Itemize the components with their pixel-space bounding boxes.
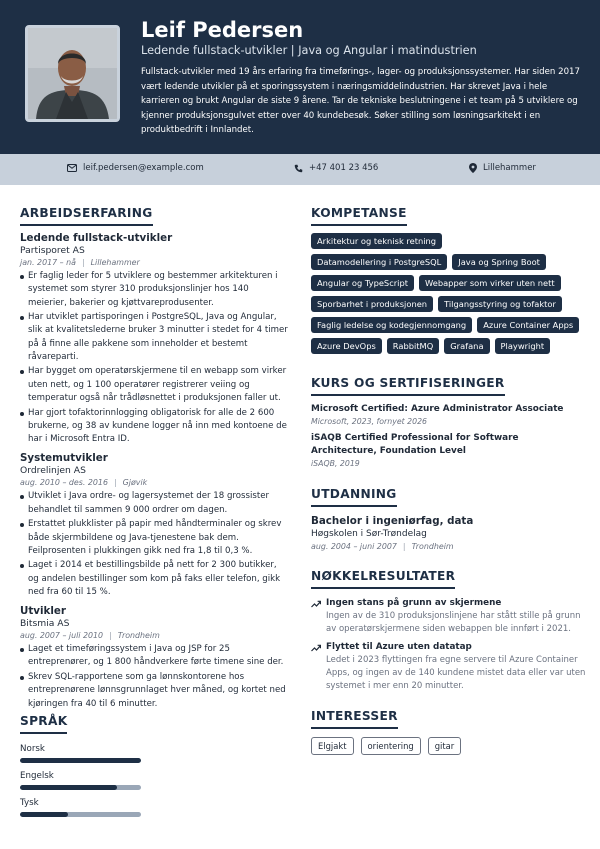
school-name: Høgskolen i Sør-Trøndelag <box>311 529 427 539</box>
phone-icon <box>294 164 303 173</box>
email-text: leif.pedersen@example.com <box>83 163 204 173</box>
education-item <box>311 514 586 554</box>
map-pin-icon <box>469 163 477 173</box>
skill-chip: Java og Spring Boot <box>452 254 546 270</box>
job-entry <box>20 452 288 599</box>
achievement-item <box>311 597 586 636</box>
cert-item <box>311 403 586 427</box>
achievement-item <box>311 641 586 694</box>
language-level-bar <box>20 758 141 763</box>
skill-chip: Arkitektur og teknisk retning <box>311 233 442 249</box>
skill-chip: Sporbarhet i produksjonen <box>311 296 433 312</box>
trending-up-icon <box>311 600 321 608</box>
skills-heading: KOMPETANSE <box>311 206 407 220</box>
skill-chip: Azure DevOps <box>311 338 382 354</box>
skill-chip: Faglig ledelse og kodegjennomgang <box>311 317 472 333</box>
job-entry <box>20 232 288 446</box>
job-bullets <box>20 490 288 599</box>
job-location: Gjøvik <box>122 478 148 488</box>
job-bullet: Har utviklet partisporingen i PostgreSQL, Java og Angular, slik at kvalitetslederne bruker 3 minutter i stedet for 4 timer på å finne alle pakkene som inneholder et bestemt råvareparti. <box>20 311 288 364</box>
job-dates: jan. 2017 – nå <box>20 258 76 267</box>
job-location: Trondheim <box>117 631 160 641</box>
profile-photo <box>25 25 120 122</box>
job-dates: aug. 2007 – juli 2010 <box>20 631 104 641</box>
skill-chip: Tilgangsstyring og tofaktor <box>438 296 562 312</box>
interests-list <box>311 737 461 755</box>
contact-phone[interactable] <box>294 163 378 173</box>
language-level-fill <box>20 785 117 790</box>
certs-heading: KURS OG SERTIFISERINGER <box>311 376 505 390</box>
language-name: Engelsk <box>20 771 54 781</box>
job-bullet: Er faglig leder for 5 utviklere og bestemmer arkitekturen i systemet som styrer 310 produksjonslinjer hos 140 meierier, bakerier og kjøttvareprodusenter. <box>20 270 288 310</box>
trending-up-icon <box>311 644 321 652</box>
job-bullet: Laget et timeføringssystem i Java og JSP for 25 entreprenører, og 1 800 håndverkere førte timene sine der. <box>20 643 288 670</box>
language-item <box>20 743 141 763</box>
language-name: Norsk <box>20 744 45 754</box>
cert-meta: Microsoft, 2023, fornyet 2026 <box>311 417 427 426</box>
job-company: Bitsmia AS <box>20 618 70 630</box>
cert-meta: iSAQB, 2019 <box>311 459 360 468</box>
education-location: Trondheim <box>411 542 454 551</box>
skill-chip: Datamodellering i PostgreSQL <box>311 254 447 270</box>
skill-chip: Angular og TypeScript <box>311 275 414 291</box>
language-name: Tysk <box>20 798 39 808</box>
job-entry <box>20 605 288 711</box>
cert-title: Microsoft Certified: Azure Administrator Associate <box>311 404 564 414</box>
contact-email[interactable] <box>67 163 204 173</box>
interest-tag: orientering <box>361 737 421 755</box>
education-meta: aug. 2004 – juni 2007 | Trondheim <box>311 542 454 551</box>
interest-tag: gitar <box>428 737 462 755</box>
job-location: Lillehammer <box>90 258 140 267</box>
contact-location <box>469 163 536 173</box>
job-title: Utvikler <box>20 605 66 618</box>
achievement-title: Flyttet til Azure uten datatap <box>326 642 472 652</box>
interests-heading: INTERESSER <box>311 709 398 723</box>
language-level-fill <box>20 812 68 817</box>
language-level-bar <box>20 812 141 817</box>
job-bullets <box>20 643 288 711</box>
achievement-header <box>311 597 586 610</box>
job-bullets <box>20 270 288 446</box>
education-dates: aug. 2004 – juni 2007 <box>311 542 397 551</box>
candidate-headline: Ledende fullstack-utvikler | Java og Angular i matindustrien <box>141 44 477 57</box>
job-title: Systemutvikler <box>20 452 108 465</box>
skill-chip: Grafana <box>444 338 489 354</box>
achievement-description: Ledet i 2023 flyttingen fra egne servere til Azure Container Apps, og ingen av de 140 kundene mistet data eller var uten systemet i mer enn 20 minutter. <box>326 655 586 692</box>
education-heading: UTDANNING <box>311 487 397 501</box>
achievement-description: Ingen av de 310 produksjonslinjene har stått stille på grunn av operatørskjermene siden webappen ble innført i 2021. <box>326 611 581 635</box>
skill-chip: RabbitMQ <box>387 338 439 354</box>
job-company: Partisporet AS <box>20 245 85 256</box>
cert-title: iSAQB Certified Professional for Software Architecture, Foundation Level <box>311 433 519 456</box>
job-bullet: Laget i 2014 et bestillingsbilde på nett for 2 300 butikker, og andelen bestillinger som kom på faks eller telefon, gikk ned fra 60 til 15 %. <box>20 559 288 599</box>
phone-text: +47 401 23 456 <box>309 163 379 173</box>
achievement-header <box>311 641 586 654</box>
degree-title: Bachelor i ingeniørfag, data <box>311 515 474 527</box>
contact-bar <box>0 154 600 185</box>
job-bullet: Skrev SQL-rapportene som ga lønnskontorene hos entreprenørene lønnsgrunnlaget hver måned, og kortet ned kjøringen fra 40 til 6 minutter. <box>20 671 288 711</box>
profile-photo-illustration <box>28 28 117 119</box>
skill-chip: Azure Container Apps <box>477 317 579 333</box>
language-level-fill <box>20 758 141 763</box>
job-bullet: Utviklet i Java ordre- og lagersystemet der 18 grossister behandlet til sammen 9 000 ordrer om dagen. <box>20 490 288 517</box>
skill-chip: Playwright <box>495 338 551 354</box>
language-item <box>20 770 141 790</box>
languages-heading: SPRÅK <box>20 714 68 728</box>
job-meta: aug. 2007 – juli 2010 | Trondheim <box>20 631 160 641</box>
language-level-bar <box>20 785 141 790</box>
job-bullet: Har gjort tofaktorinnlogging obligatorisk for alle de 2 600 brukerne, og 38 av kundene logger nå inn med kontoene de har i Microsoft Entra ID. <box>20 407 288 447</box>
envelope-icon <box>67 164 77 172</box>
resume-header <box>0 0 600 154</box>
location-text: Lillehammer <box>483 163 536 173</box>
achievements-heading: NØKKELRESULTATER <box>311 569 456 583</box>
job-title: Ledende fullstack-utvikler <box>20 232 173 244</box>
job-meta: jan. 2017 – nå | Lillehammer <box>20 258 140 267</box>
job-bullet: Har bygget om operatørskjermene til en webapp som virker uten nett, og 1 100 operatører registrerer veiing og temperatur også når trådløsnettet i produksjonen faller ut. <box>20 365 288 405</box>
experience-heading: ARBEIDSERFARING <box>20 206 153 220</box>
experience-list <box>20 232 288 717</box>
job-dates: aug. 2010 – des. 2016 <box>20 478 108 488</box>
skills-list <box>311 233 583 354</box>
skill-chip: Webapper som virker uten nett <box>419 275 561 291</box>
profile-summary: Fullstack-utvikler med 19 års erfaring fra timeførings-, lager- og produksjonssystemer. Har siden 2017 vært ledende utvikler på et sporingssystem i næringsmiddelindustrien. Har skrevet Java i hele karrieren og brukt Angular de siste 9 årene. Tar de tekniske beslutningene i et team på 5 utviklere og kjenner produksjonsgulvet etter over 40 kundebesøk. Søker stilling som løsningsarkitekt i en produktbedrift i Innlandet. <box>141 67 580 136</box>
achievement-title: Ingen stans på grunn av skjermene <box>326 598 502 608</box>
language-item <box>20 797 141 817</box>
job-bullet: Erstattet plukklister på papir med håndterminaler og skrev både skjermbildene og Java-tjenestene bak dem. Feilprosenten i plukkingen gikk ned fra 1,8 til 0,3 %. <box>20 518 288 558</box>
interest-tag: Elgjakt <box>311 737 354 755</box>
job-company: Ordrelinjen AS <box>20 465 86 477</box>
cert-item <box>311 432 586 469</box>
candidate-name: Leif Pedersen <box>141 18 304 42</box>
job-meta: aug. 2010 – des. 2016 | Gjøvik <box>20 478 148 488</box>
